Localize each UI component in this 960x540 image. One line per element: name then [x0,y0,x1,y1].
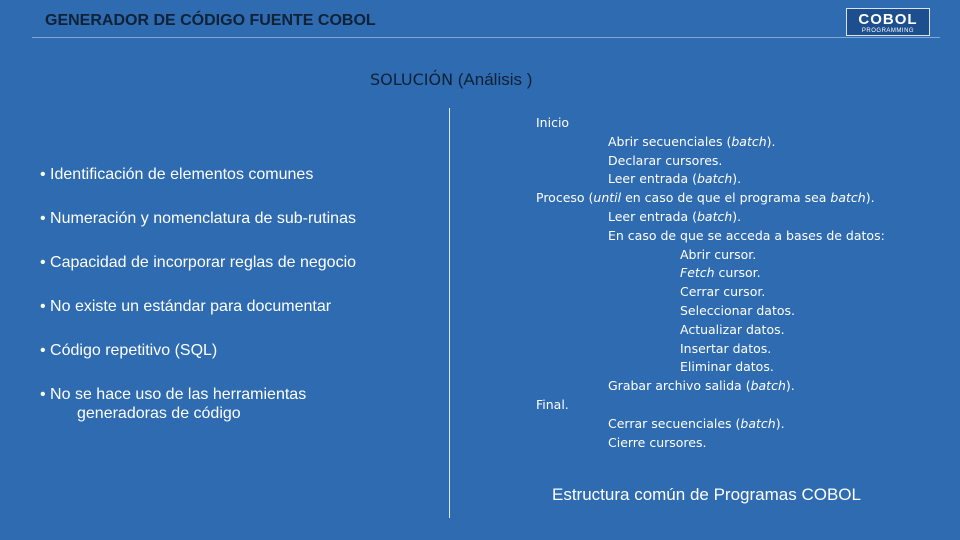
pseudocode-line: Cerrar secuenciales (batch). [608,415,785,431]
pseudocode-line: Cerrar cursor. [680,284,766,300]
bullet-item [40,297,440,316]
pseudocode-block [536,114,946,452]
bullet-item [40,385,440,423]
pseudocode-line: Seleccionar datos. [680,302,795,318]
header-divider [32,37,940,38]
pseudocode-line: Abrir secuenciales (batch). [608,133,776,149]
bullet-text: • No se hace uso de las herramientas [40,386,307,403]
pseudocode-line: Eliminar datos. [680,359,774,375]
cobol-programming-logo [846,8,930,36]
logo-main-text: COBOL [858,11,918,28]
pseudocode-line: Leer entrada (batch). [608,208,742,224]
bullet-item [40,341,440,360]
analysis-bullet-list [40,165,440,448]
bullet-text-continuation: generadoras de código [77,405,241,422]
pseudocode-line: En caso de que se acceda a bases de datos: [608,227,885,243]
bullet-text: • Capacidad de incorporar reglas de negocio [40,254,357,271]
pseudocode-line: Final. [536,396,569,412]
logo-sub-text: PROGRAMMING [861,28,915,34]
pseudocode-line: Insertar datos. [680,340,772,356]
pseudocode-line: Abrir cursor. [680,246,757,262]
pseudocode-line: Leer entrada (batch). [608,171,742,187]
section-title-main: SOLUCIÓN [370,70,454,89]
slide-header-title: GENERADOR DE CÓDIGO FUENTE COBOL [45,12,376,29]
pseudocode-line: Proceso (until en caso de que el programa sea batch). [536,190,875,206]
bullet-text: • Numeración y nomenclatura de sub-rutinas [40,210,356,227]
pseudocode-caption: Estructura común de Programas COBOL [552,485,861,504]
pseudocode-line: Grabar archivo salida (batch). [608,378,795,394]
bullet-text: • Identificación de elementos comunes [40,166,314,183]
pseudocode-line: Inicio [536,115,570,130]
bullet-item [40,165,440,184]
pseudocode-line: Declarar cursores. [608,152,723,168]
section-title-sub: (Análisis ) [453,70,533,89]
pseudocode-line: Actualizar datos. [680,321,785,337]
section-title [370,70,532,90]
pseudocode-line: Cierre cursores. [608,434,707,450]
column-divider [449,108,450,518]
bullet-text: • No existe un estándar para documentar [40,298,332,315]
bullet-item [40,253,440,272]
bullet-item [40,209,440,228]
bullet-text: • Código repetitivo (SQL) [40,342,218,359]
pseudocode-line: Fetch cursor. [680,265,761,281]
